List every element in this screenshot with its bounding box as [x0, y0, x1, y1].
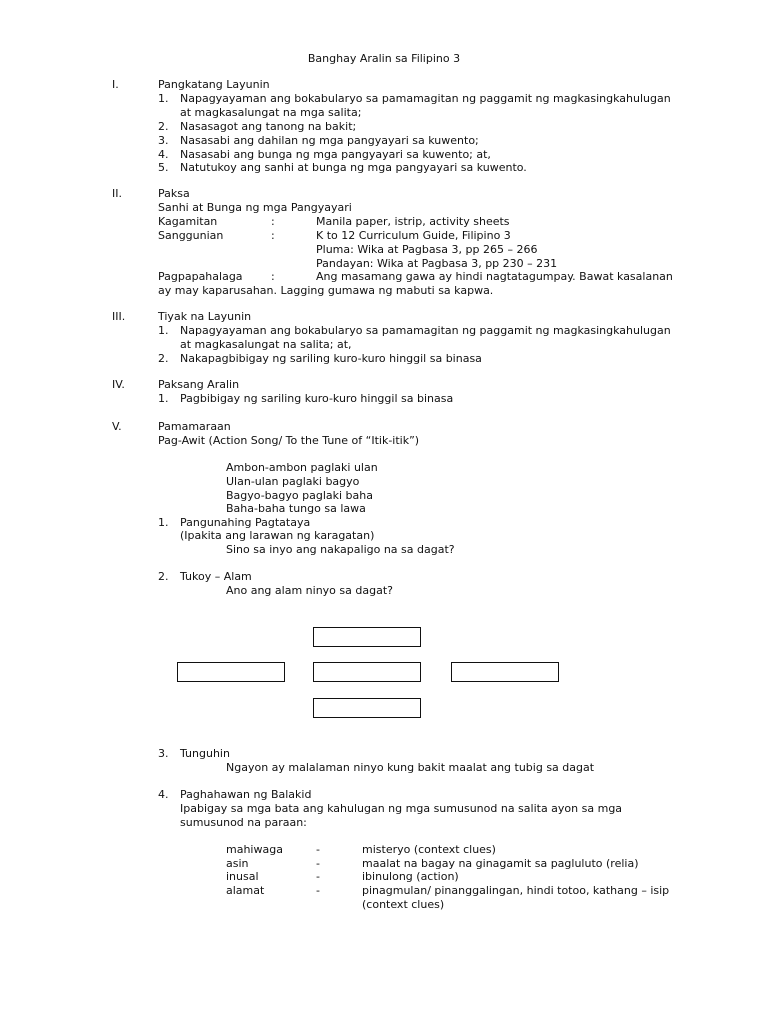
section-5-heading: Pamamaraan [158, 420, 231, 433]
concept-box-right [451, 662, 559, 682]
step-number: 3. [158, 747, 169, 760]
vocab-definition: ibinulong (action) [362, 870, 459, 883]
list-number: 2. [158, 352, 169, 365]
step-4-instruction: Ipabigay sa mga bata ang kahulugan ng mga sumusunod na salita ayon sa mga [180, 802, 623, 815]
section-4-numeral: IV. [112, 378, 125, 391]
step-number: 2. [158, 570, 169, 583]
list-item: Nasasabi ang dahilan ng mga pangyayari sa kuwento; [180, 134, 479, 147]
document-title: Banghay Aralin sa Filipino 3 [307, 52, 461, 65]
pag-awit-label: Pag-Awit [158, 434, 206, 447]
section-3-heading: Tiyak na Layunin [158, 310, 252, 323]
concept-box-left [177, 662, 285, 682]
list-item: Natutukoy ang sanhi at bunga ng mga pangyayari sa kuwento. [180, 161, 527, 174]
vocab-dash: - [316, 870, 320, 883]
sanggunian-label: Sanggunian [158, 229, 224, 242]
list-number: 1. [158, 324, 169, 337]
section-2-heading: Paksa [158, 187, 190, 200]
pag-awit-line [158, 434, 419, 448]
song-line: Baha-baha tungo sa lawa [226, 502, 366, 515]
kagamitan-value: Manila paper, istrip, activity sheets [316, 215, 510, 228]
list-number: 5. [158, 161, 169, 174]
vocab-dash: - [316, 843, 320, 856]
sanggunian-value: Pandayan: Wika at Pagbasa 3, pp 230 – 231 [316, 257, 558, 270]
step-4-title: Paghahawan ng Balakid [180, 788, 312, 801]
song-line: Ambon-ambon paglaki ulan [226, 461, 378, 474]
vocab-word: inusal [226, 870, 259, 883]
step-3-title: Tunguhin [180, 747, 230, 760]
concept-box-top [313, 627, 421, 647]
list-number: 1. [158, 92, 169, 105]
sanggunian-value: Pluma: Wika at Pagbasa 3, pp 265 – 266 [316, 243, 538, 256]
step-1-instruction: (Ipakita ang larawan ng karagatan) [180, 529, 375, 542]
list-item: Pagbibigay ng sariling kuro-kuro hinggil sa binasa [180, 392, 454, 405]
song-line: Ulan-ulan paglaki bagyo [226, 475, 360, 488]
list-number: 1. [158, 392, 169, 405]
sanggunian-value: K to 12 Curriculum Guide, Filipino 3 [316, 229, 511, 242]
step-1-question: Sino sa inyo ang nakapaligo na sa dagat? [226, 543, 455, 556]
concept-box-center [313, 662, 421, 682]
vocab-definition: pinagmulan/ pinanggalingan, hindi totoo, kathang – isip [362, 884, 670, 897]
vocab-dash: - [316, 857, 320, 870]
song-line: Bagyo-bagyo paglaki baha [226, 489, 373, 502]
vocab-word: mahiwaga [226, 843, 283, 856]
list-item-continuation: at magkasalungat na salita; at, [180, 338, 352, 351]
kagamitan-colon: : [271, 215, 275, 228]
section-3-numeral: III. [112, 310, 126, 323]
pag-awit-description: (Action Song/ To the Tune of “Itik-itik”) [205, 434, 420, 447]
step-2-question: Ano ang alam ninyo sa dagat? [226, 584, 393, 597]
section-2-numeral: II. [112, 187, 122, 200]
section-1-heading: Pangkatang Layunin [158, 78, 270, 91]
pagpapahalaga-value: Ang masamang gawa ay hindi nagtatagumpay. Bawat kasalanan [316, 270, 673, 283]
list-number: 4. [158, 148, 169, 161]
pagpapahalaga-colon: : [271, 270, 275, 283]
list-item-continuation: at magkasalungat na mga salita; [180, 106, 362, 119]
step-3-text: Ngayon ay malalaman ninyo kung bakit maalat ang tubig sa dagat [226, 761, 595, 774]
list-item: Nasasabi ang bunga ng mga pangyayari sa kuwento; at, [180, 148, 491, 161]
vocab-definition: misteryo (context clues) [362, 843, 496, 856]
concept-box-bottom [313, 698, 421, 718]
list-item: Napagyayaman ang bokabularyo sa pamamagitan ng paggamit ng magkasingkahulugan [180, 92, 671, 105]
list-item: Napagyayaman ang bokabularyo sa pamamagitan ng paggamit ng magkasingkahulugan [180, 324, 671, 337]
list-item: Nakapagbibigay ng sariling kuro-kuro hinggil sa binasa [180, 352, 482, 365]
paksa-topic: Sanhi at Bunga ng mga Pangyayari [158, 201, 352, 214]
list-item: Nasasagot ang tanong na bakit; [180, 120, 357, 133]
kagamitan-label: Kagamitan [158, 215, 218, 228]
section-1-numeral: I. [112, 78, 119, 91]
vocab-definition-continuation: (context clues) [362, 898, 445, 911]
step-number: 1. [158, 516, 169, 529]
vocab-word: alamat [226, 884, 265, 897]
section-4-heading: Paksang Aralin [158, 378, 240, 391]
list-number: 3. [158, 134, 169, 147]
step-1-title: Pangunahing Pagtataya [180, 516, 311, 529]
sanggunian-colon: : [271, 229, 275, 242]
section-5-numeral: V. [112, 420, 122, 433]
pagpapahalaga-label: Pagpapahalaga [158, 270, 243, 283]
step-4-instruction-continuation: sumusunod na paraan: [180, 816, 307, 829]
vocab-word: asin [226, 857, 249, 870]
vocab-definition: maalat na bagay na ginagamit sa pagluluto (relia) [362, 857, 639, 870]
list-number: 2. [158, 120, 169, 133]
pagpapahalaga-continuation: ay may kaparusahan. Lagging gumawa ng mabuti sa kapwa. [158, 284, 494, 297]
step-2-title: Tukoy – Alam [180, 570, 252, 583]
step-number: 4. [158, 788, 169, 801]
vocab-dash: - [316, 884, 320, 897]
